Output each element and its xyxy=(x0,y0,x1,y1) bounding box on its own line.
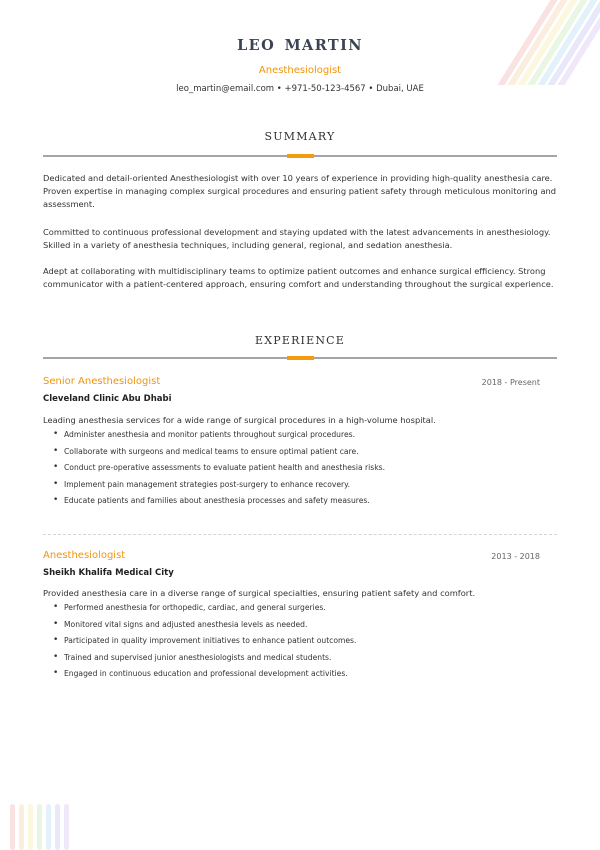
job-bullet: • Implement pain management strategies post-surgery to enhance recovery. xyxy=(64,479,385,496)
job-bullet: • Educate patients and families about anesthesia processes and safety measures. xyxy=(64,495,385,512)
job-bullet: • Collaborate with surgeons and medical teams to ensure optimal patient care. xyxy=(64,446,385,463)
job-description: Provided anesthesia care in a diverse range of surgical specialties, ensuring patient safety and comfort. xyxy=(43,588,476,598)
job-bullet-list xyxy=(64,429,385,512)
job-title: Senior Anesthesiologist xyxy=(43,376,161,387)
divider-accent xyxy=(287,154,314,159)
summary-paragraph: Committed to continuous professional development and staying updated with the latest advancements in anesthesiology. Skilled in a variety of anesthesia techniques, including general, regional, and sedation anesthesia. xyxy=(43,227,551,250)
experience-heading: EXPERIENCE xyxy=(254,334,346,347)
summary-paragraph: Adept at collaborating with multidisciplinary teams to optimize patient outcomes and enhance surgical efficiency. Strong communicator with a patient-centered approach, ensuring comfort and understanding throughout the surgical experience. xyxy=(43,266,554,289)
summary-heading: SUMMARY xyxy=(264,130,336,143)
job-dates: 2013 - 2018 xyxy=(491,552,540,561)
job-title: Anesthesiologist xyxy=(43,550,126,561)
job-bullet-list xyxy=(64,602,356,685)
job-dates: 2018 - Present xyxy=(481,378,540,387)
company-name: Sheikh Khalifa Medical City xyxy=(43,568,174,578)
job-bullet: • Participated in quality improvement initiatives to enhance patient outcomes. xyxy=(64,635,356,652)
job-separator xyxy=(43,534,557,535)
candidate-name: LEO MARTIN xyxy=(237,37,363,54)
job-bullet: • Conduct pre-operative assessments to evaluate patient health and anesthesia risks. xyxy=(64,462,385,479)
job-bullet: • Trained and supervised junior anesthesiologists and medical students. xyxy=(64,652,356,669)
company-name: Cleveland Clinic Abu Dhabi xyxy=(43,394,172,404)
decorative-stripes-bottom-left xyxy=(8,800,78,850)
divider-accent xyxy=(287,356,314,361)
experience-divider xyxy=(43,357,557,359)
summary-divider xyxy=(43,155,557,157)
summary-paragraph: Dedicated and detail-oriented Anesthesiologist with over 10 years of experience in providing high-quality anesthesia care. Proven expertise in managing complex surgical procedures and ensuring patient safety through meticulous monitoring and assessment. xyxy=(43,173,557,209)
job-bullet: • Performed anesthesia for orthopedic, cardiac, and general surgeries. xyxy=(64,602,356,619)
contact-info: leo_martin@email.com • +971-50-123-4567 • Dubai, UAE xyxy=(176,84,424,94)
job-bullet: • Monitored vital signs and adjusted anesthesia levels as needed. xyxy=(64,619,356,636)
job-bullet: • Engaged in continuous education and professional development activities. xyxy=(64,668,356,685)
candidate-role: Anesthesiologist xyxy=(258,65,342,76)
job-bullet: • Administer anesthesia and monitor patients throughout surgical procedures. xyxy=(64,429,385,446)
job-description: Leading anesthesia services for a wide range of surgical procedures in a high-volume hospital. xyxy=(43,415,436,425)
